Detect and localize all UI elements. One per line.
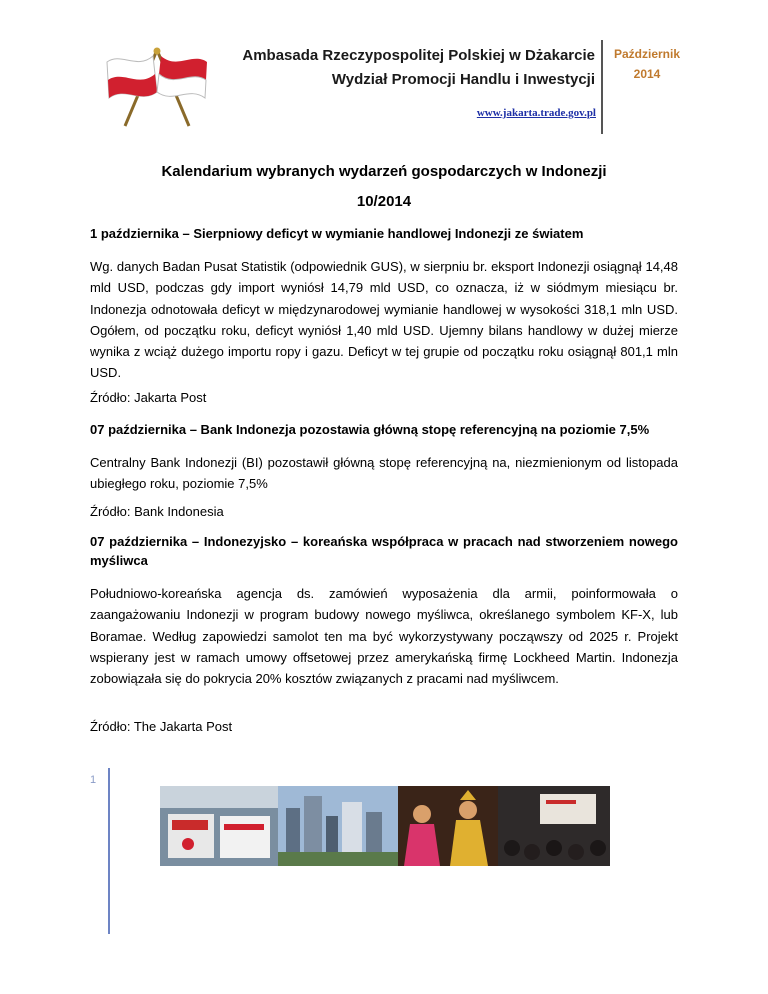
- entry-source: Źródło: The Jakarta Post: [90, 719, 233, 734]
- header-month: Październik: [613, 47, 681, 61]
- entry-body: Centralny Bank Indonezji (BI) pozostawił główną stopę referencyjną na, niezmienionym od listopada ubiegłego roku, poziomie 7,5%: [90, 455, 678, 492]
- entry-heading: 07 października – Indonezyjsko – koreańska współpraca w pracach nad stworzeniem nowego myśliwca: [90, 534, 678, 568]
- entry-heading: 1 października – Sierpniowy deficyt w wymianie handlowej Indonezji ze światem: [90, 226, 584, 241]
- header-year: 2014: [633, 67, 661, 81]
- header-divider: [601, 40, 603, 134]
- entry-source: Źródło: Bank Indonesia: [90, 504, 224, 519]
- header-org-line1: Ambasada Rzeczypospolitej Polskiej w Dżakarcie: [242, 47, 595, 64]
- entry-source: Źródło: Jakarta Post: [90, 390, 207, 405]
- crossed-flags-icon: [95, 42, 219, 128]
- header-organization: [220, 44, 595, 92]
- entry-heading: 07 października – Bank Indonezja pozostawia główną stopę referencyjną na poziomie 7,5%: [90, 422, 650, 437]
- entry-body: Południowo-koreańska agencja ds. zamówień wyposażenia dla armii, poinformowała o zaangażowaniu Indonezji w program budowy nowego myśliwca, określanego symbolem KF-X, lub Boramae. Według zapowiedzi samolot ten ma być wykorzystywany począwszy od 2025 r. Projekt wspierany jest w ramach umowy offsetowej przez amerykańską firmę Lockheed Martin. Indonezja zobowiązała się do pokrycia 20% kosztów związanych z pracami nad myśliwcem.: [90, 586, 678, 687]
- document-subtitle: 10/2014: [356, 193, 412, 210]
- header-org-line2: Wydział Promocji Handlu i Inwestycji: [331, 71, 595, 88]
- document-title: Kalendarium wybranych wydarzeń gospodarczych w Indonezji: [161, 163, 607, 180]
- website-link[interactable]: www.jakarta.trade.gov.pl: [476, 107, 596, 119]
- photo-strip-icon: [160, 786, 610, 866]
- entry-body: Wg. danych Badan Pusat Statistik (odpowiednik GUS), w sierpniu br. eksport Indonezji osiągnął 14,48 mld USD, podczas gdy import wyniósł 14,79 mld USD, co oznacza, iż w siódmym miesiącu br. Indonezja odnotowała deficyt w międzynarodowej wymianie handlowej w wysokości 318,1 mln USD. Ogółem, od początku roku, deficyt wyniósł 1,40 mld USD. Ujemny bilans handlowy w dużej mierze wynika z wciąż dużego importu ropy i gazu. Deficyt w tej grupie od początku roku osiągnął 801,1 mln USD.: [90, 259, 678, 381]
- page-number: 1: [90, 774, 97, 786]
- footer-divider: [108, 768, 110, 934]
- header-date: [606, 44, 688, 84]
